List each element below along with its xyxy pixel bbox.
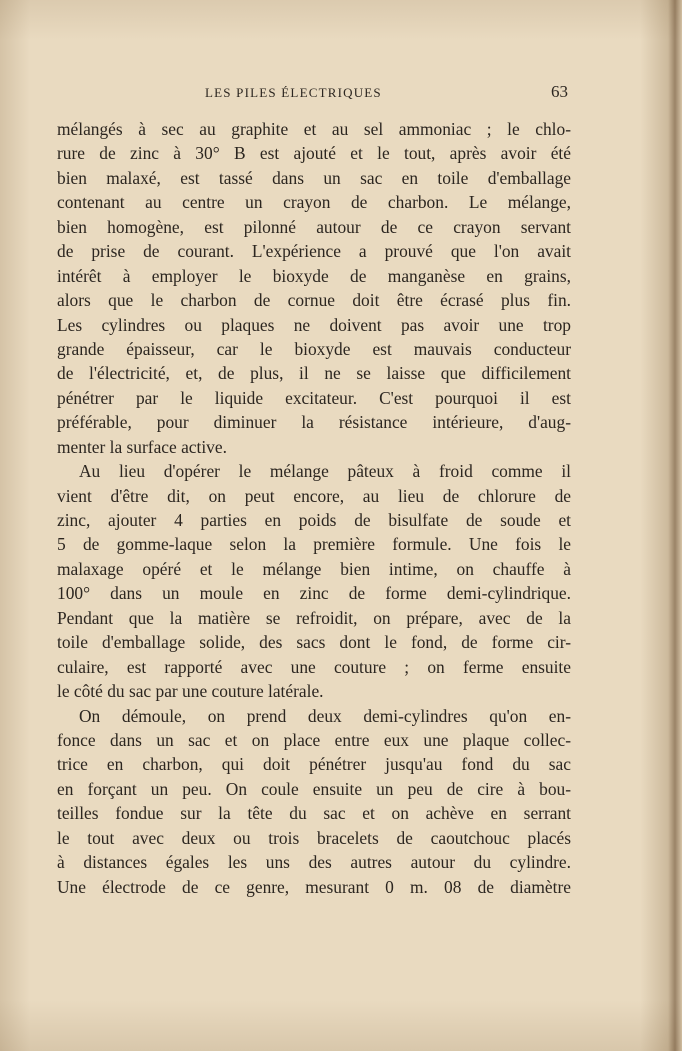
text-line-content: alors que le charbon de cornue doit être écrasé plus fin. <box>57 290 571 311</box>
text-line <box>57 337 571 361</box>
text-line-content: zinc, ajouter 4 parties en poids de bisulfate de soude et <box>57 510 571 530</box>
text-line-content: culaire, est rapporté avec une couture ; on ferme ensuite <box>57 656 571 677</box>
text-line-content: bien homogène, est pilonné autour de ce crayon servant <box>57 216 571 237</box>
text-line-content: menter la surface active. <box>57 436 227 457</box>
text-line-content: Au lieu d'opérer le mélange pâteux à froid comme il <box>79 461 571 482</box>
text-line <box>57 313 571 337</box>
text-line-content: 100° dans un moule en zinc de forme demi-cylindrique. <box>57 583 571 604</box>
running-title: LES PILES ÉLECTRIQUES <box>205 85 382 100</box>
text-line <box>57 386 571 410</box>
text-line-content: rure de zinc à 30° B est ajouté et le tout, après avoir été <box>57 143 571 164</box>
text-line-content: vient d'être dit, on peut encore, au lieu de chlorure de <box>57 485 571 506</box>
text-line-content: le tout avec deux ou trois bracelets de caoutchouc placés <box>57 827 571 848</box>
text-line-content: pénétrer par le liquide excitateur. C'est pourquoi il est <box>57 387 571 408</box>
text-line <box>57 655 571 679</box>
paragraph <box>57 459 571 703</box>
text-line <box>57 239 571 263</box>
text-line <box>57 728 571 752</box>
text-line <box>57 704 571 728</box>
running-header <box>57 82 570 104</box>
text-line <box>57 166 571 190</box>
text-line <box>57 459 571 483</box>
text-line <box>57 752 571 776</box>
text-line-content: à distances égales les uns des autres autour du cylindre. <box>57 852 571 873</box>
text-line <box>57 630 571 654</box>
text-line <box>57 484 571 508</box>
text-line <box>57 801 571 825</box>
text-line <box>57 581 571 605</box>
text-line-content: On démoule, on prend deux demi-cylindres qu'on en- <box>79 705 571 726</box>
text-line-content: le côté du sac par une couture latérale. <box>57 681 324 702</box>
text-line-content: Une électrode de ce genre, mesurant 0 m. 08 de diamètre <box>57 876 571 897</box>
text-line-content: de prise de courant. L'expérience a prouvé que l'on avait <box>57 241 571 262</box>
text-line-content: de l'électricité, et, de plus, il ne se laisse que difficilement <box>57 363 571 384</box>
text-line-content: fonce dans un sac et on place entre eux une plaque collec- <box>57 729 571 750</box>
text-line-content: trice en charbon, qui doit pénétrer jusqu'au fond du sac <box>57 754 571 775</box>
text-line <box>57 264 571 288</box>
text-line-content: grande épaisseur, car le bioxyde est mauvais conducteur <box>57 338 571 359</box>
text-line <box>57 410 571 434</box>
text-line <box>57 532 571 556</box>
text-line <box>57 777 571 801</box>
body-text <box>57 117 571 899</box>
text-line <box>57 435 571 459</box>
paragraph <box>57 117 571 459</box>
text-line <box>57 190 571 214</box>
paragraph <box>57 704 571 900</box>
text-line-content: bien malaxé, est tassé dans un sac en toile d'emballage <box>57 167 571 188</box>
text-line-content: en forçant un peu. On coule ensuite un peu de cire à bou- <box>57 778 571 799</box>
text-line <box>57 288 571 312</box>
text-line <box>57 557 571 581</box>
text-line <box>57 679 571 703</box>
text-line <box>57 361 571 385</box>
text-line-content: teilles fondue sur la tête du sac et on achève en serrant <box>57 803 571 824</box>
text-line <box>57 215 571 239</box>
page-number: 63 <box>551 82 568 101</box>
text-line <box>57 606 571 630</box>
text-line-content: Les cylindres ou plaques ne doivent pas avoir une trop <box>57 314 571 335</box>
text-line <box>57 508 571 532</box>
text-line-content: Pendant que la matière se refroidit, on prépare, avec de la <box>57 607 571 628</box>
text-line <box>57 826 571 850</box>
text-line-content: toile d'emballage solide, des sacs dont le fond, de forme cir- <box>57 632 571 653</box>
text-line-content: mélangés à sec au graphite et au sel ammoniac ; le chlo- <box>57 119 571 139</box>
text-line <box>57 875 571 899</box>
text-line-content: contenant au centre un crayon de charbon. Le mélange, <box>57 192 571 213</box>
text-line <box>57 850 571 874</box>
text-line-content: malaxage opéré et le mélange bien intime, on chauffe à <box>57 558 571 579</box>
text-line <box>57 141 571 165</box>
text-line <box>57 117 571 141</box>
text-line-content: intérêt à employer le bioxyde de manganèse en grains, <box>57 265 571 286</box>
text-line-content: 5 de gomme-laque selon la première formule. Une fois le <box>57 534 571 555</box>
text-line-content: préférable, pour diminuer la résistance intérieure, d'aug- <box>57 412 571 433</box>
